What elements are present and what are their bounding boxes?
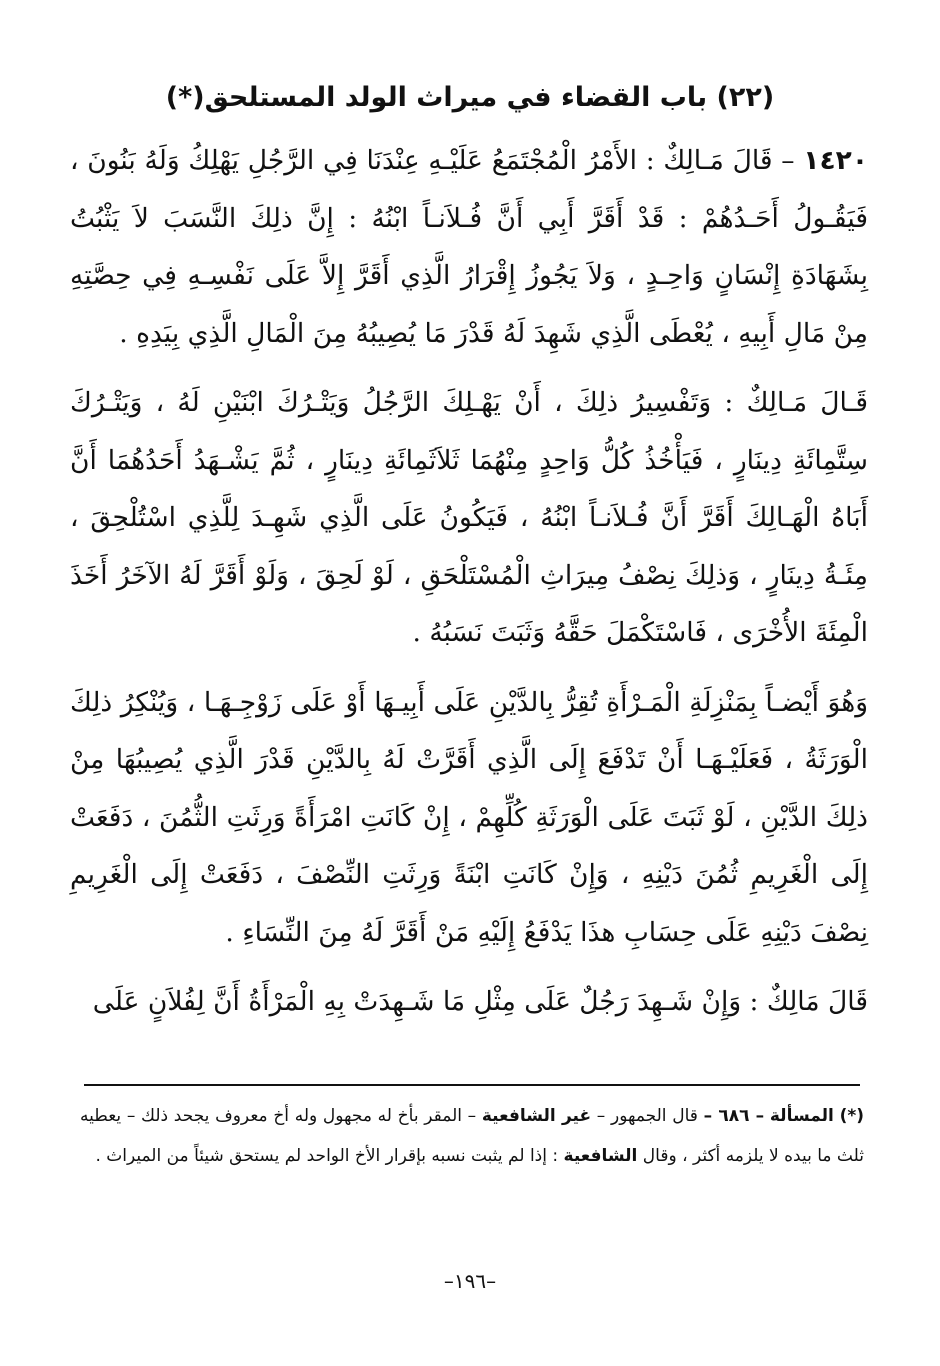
chapter-title: (٢٢) باب القضاء في ميراث الولد المستلحق(*)	[165, 82, 775, 113]
footnote-shafii: الشافعية	[563, 1146, 638, 1166]
page-number: –١٩٦–	[443, 1269, 497, 1293]
footnote	[80, 1096, 864, 1176]
footnote-non-shafii: غير الشافعية	[481, 1106, 592, 1126]
main-text	[70, 132, 868, 1031]
paragraph-3: وَهُوَ أَيْضـاً بِمَنْزِلَةِ الْمَـرْأَةِ تُقِرُّ بِالدَّيْنِ عَلَى أَبِيـهَا أَوْ عَلَى زَوْجِـهَـا ، وَيُنْكِرُ ذلِكَ الْوَرَثَةُ ، فَعَلَيْـهَـا أَنْ تَدْفَعَ إِلَى الَّذِي أَقَرَّتْ لَهُ بِالدَّيْنِ قَدْرَ الَّذِي يُصِيبُهَا مِنْ ذلِكَ الدَّيْنِ ، لَوْ ثَبَتَ عَلَى الْوَرَثَةِ كُلِّهِمْ ، إِنْ كَانَتِ امْرَأَةً وَرِثَتِ الثُّمُنَ ، دَفَعَتْ إِلَى الْغَرِيمِ ثُمُنَ دَيْنِهِ ، وَإِنْ كَانَتِ ابْنَةً وَرِثَتِ النِّصْفَ ، دَفَعَتْ إِلَى الْغَرِيمِ نِصْفَ دَيْنِهِ عَلَى حِسَابِ هذَا يَدْفَعُ إِلَيْهِ مَنْ أَقَرَّ لَهُ مِنَ النِّسَاءِ .	[70, 686, 868, 948]
paragraph-1	[70, 132, 868, 362]
footnote-marker: (*)	[839, 1106, 864, 1126]
footnote-issue-label: المسألة	[769, 1106, 834, 1126]
paragraph-4: قَالَ مَالِكٌ : وَإِنْ شَـهِدَ رَجُلٌ عَلَى مِثْلِ مَا شَـهِدَتْ بِهِ الْمَرْأَةُ أَنَّ لِفُلاَنٍ عَلَى	[92, 986, 868, 1017]
paragraph-2: قَـالَ مَـالِكٌ : وَتَفْسِيرُ ذلِكَ ، أَنْ يَهْـلِكَ الرَّجُلُ وَيَتْـرُكَ ابْنَيْنِ لَهُ ، وَيَتْـرُكَ سِتَّمِائَةِ دِينَارٍ ، فَيَأْخُذُ كُلُّ وَاحِدٍ مِنْهُمَا ثَلاَثَمِائَةِ دِينَارٍ ، ثُمَّ يَشْـهَدُ أَحَدُهُمَا أَنَّ أَبَاهُ الْهَـالِكَ أَقَرَّ أَنَّ فُـلاَنـاً ابْنُهُ ، فَيَكُونُ عَلَى الَّذِي شَهِـدَ لِلَّذِي اسْتُلْحِقَ ، مِئَـةُ دِينَارٍ ، وَذلِكَ نِصْفُ مِيرَاثِ الْمُسْتَلْحَقِ ، لَوْ لَحِقَ ، وَلَوْ أَقَرَّ لَهُ الآخَرُ أَخَذَ الْمِئَةَ الأُخْرَى ، فَاسْتَكْمَلَ حَقَّهُ وَثَبَتَ نَسَبُهُ .	[70, 387, 868, 648]
paragraph-number: ١٤٢٠	[803, 145, 868, 176]
footnote-text	[80, 1096, 864, 1176]
footnote-text-part-2: : إذا لم يثبت نسبه بإقرار الأخ الواحد لم يستحق شيئاً من الميراث .	[95, 1146, 559, 1166]
footnote-divider	[84, 1084, 860, 1086]
footnote-text-part-1: – المقر بأخ له مجهول وله أخ معروف يجحد ذلك – يعطيه ثلث ما بيده لا يلزمه أكثر ، وقال	[80, 1106, 864, 1166]
footnote-majority: قال الجمهور –	[596, 1106, 698, 1126]
footnote-issue-number: – ٦٨٦ –	[703, 1106, 765, 1126]
paragraph-1-text: – قَالَ مَـالِكٌ : الأَمْرُ الْمُجْتَمَعُ عَلَيْـهِ عِنْدَنَا فِي الرَّجُلِ يَهْلِكُ وَلَهُ بَنُونَ ، فَيَقُـولُ أَحَـدُهُمْ : قَدْ أَقَرَّ أَبِي أَنَّ فُـلاَنـاً ابْنُهُ : إِنَّ ذلِكَ النَّسَبَ لاَ يَثْبُتُ بِشَهَادَةِ إِنْسَانٍ وَاحِـدٍ ، وَلاَ يَجُوزُ إِقْرَارُ الَّذِي أَقَرَّ إِلاَّ عَلَى نَفْسِـهِ فِي حِصَّتِهِ مِنْ مَالِ أَبِيهِ ، يُعْطَى الَّذِي شَهِدَ لَهُ قَدْرَ مَا يُصِيبُهُ مِنَ الْمَالِ الَّذِي بِيَدِهِ .	[70, 145, 868, 349]
